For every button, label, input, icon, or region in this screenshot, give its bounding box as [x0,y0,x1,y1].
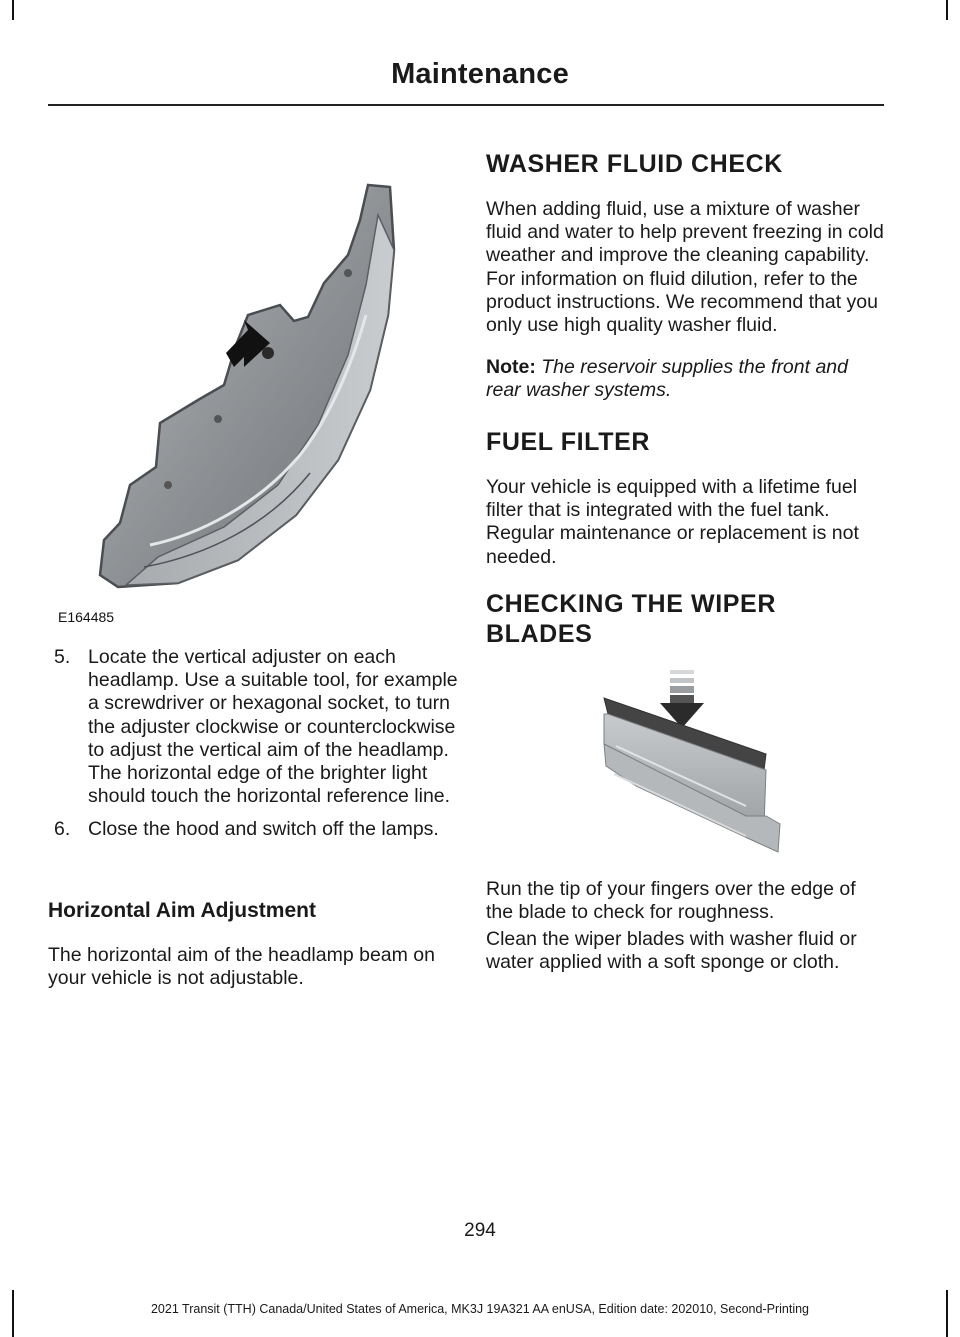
step-number: 6. [54,818,71,841]
page-title: Maintenance [391,58,569,90]
footer-edition: 2021 Transit (TTH) Canada/United States of America, MK3J 19A321 AA enUSA, Edition date: 202010, Second-Printing [150,1302,809,1316]
washer-fluid-heading: WASHER FLUID CHECK [486,150,783,178]
note-text: The reservoir supplies the front and rear washer systems. [486,356,848,402]
header-divider [48,104,884,106]
horizontal-aim-paragraph: The horizontal aim of the headlamp beam on your vehicle is not adjustable. [48,944,435,990]
wiper-paragraph-2: Clean the wiper blades with washer fluid or water applied with a soft sponge or cloth. [486,928,857,974]
procedure-steps [48,646,460,852]
figure-label: E164485 [58,609,115,625]
note-label: Note: [486,356,536,378]
page-number: 294 [464,1220,496,1241]
fuel-filter-paragraph: Your vehicle is equipped with a lifetime fuel filter that is integrated with the fuel tank. Regular maintenance or replacement is not needed. [486,476,859,568]
step-number: 5. [54,646,71,668]
wiper-heading-line1: CHECKING THE WIPER [486,590,776,618]
washer-fluid-paragraph: When adding fluid, use a mixture of washer fluid and water to help prevent freezing in cold weather and improve the cleaning capability. For information on fluid dilution, refer to the product instructions. We recommend that you only use high quality washer fluid. [486,198,884,337]
wiper-blade-illustration [596,666,796,866]
crop-mark [12,0,14,20]
list-item [48,818,460,841]
step-text: Locate the vertical adjuster on each headlamp. Use a suitable tool, for example a screwdriver or hexagonal socket, to turn the adjuster clockwise or counterclockwise to adjust the vertical aim of the headlamp. The horizontal edge of the brighter light should touch the horizontal reference line. [88,646,458,808]
crop-mark [946,0,948,20]
washer-note [486,356,886,402]
wiper-heading-line2: BLADES [486,620,593,648]
step-text: Close the hood and switch off the lamps. [88,818,439,841]
wiper-paragraph-1: Run the tip of your fingers over the edge of the blade to check for roughness. [486,878,856,924]
list-item [48,646,460,808]
headlamp-illustration [48,155,448,625]
horizontal-aim-heading: Horizontal Aim Adjustment [48,899,316,922]
fuel-filter-heading: FUEL FILTER [486,428,650,456]
